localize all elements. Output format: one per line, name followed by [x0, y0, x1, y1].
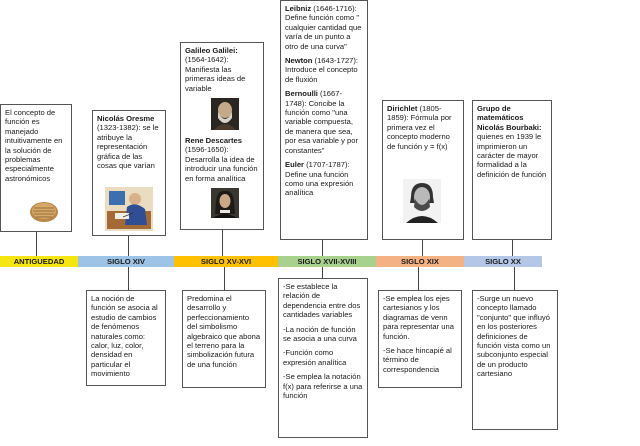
- period-siglo-xvii-xviii: SIGLO XVII-XVIII: [278, 256, 376, 267]
- euler-text: (1707-1787): Define una función como una expresión analítica: [285, 160, 354, 198]
- connector-line: [36, 232, 37, 256]
- bernoulli-text: (1667-1748): Concibe la función como "una variable compuesta, de manera que sea, por esa variable y por constantes": [285, 89, 359, 155]
- descartes-portrait-image: [211, 188, 239, 218]
- clay-tablet-image: [29, 201, 59, 223]
- newton-text: (1643-1727): Introduce el concepto de fluxión: [285, 56, 359, 84]
- connector-line: [128, 267, 129, 290]
- connector-line: [514, 267, 515, 290]
- galileo-name: Galileo Galilei:: [185, 46, 238, 55]
- bourbaki-name: Grupo de matemáticos Nicolás Bourbaki:: [477, 104, 542, 132]
- connector-line: [322, 240, 323, 256]
- oresme-illustration-image: [105, 187, 153, 231]
- note-item: -Se hace hincapié al término de correspondencia: [383, 346, 452, 374]
- period-siglo-xix: SIGLO XIX: [376, 256, 464, 267]
- leibniz-name: Leibniz: [285, 4, 312, 13]
- leibniz-text: (1646-1716): Define función como " cualquier cantidad que varía de un punto a otro de una curva": [285, 4, 362, 51]
- dirichlet-portrait-image: [403, 179, 441, 223]
- note-item: -Se establece la relación de dependencia entre dos cantidades variables: [283, 282, 361, 320]
- oresme-name: Nicolás Oresme: [97, 114, 155, 123]
- dirichlet-name: Dirichlet: [387, 104, 418, 113]
- connector-line: [322, 267, 323, 278]
- siglo-xix-card: [382, 100, 464, 240]
- siglo-xv-xvi-notes: [182, 290, 266, 388]
- siglo-xiv-notes-text: La noción de función se asocia al estudio de cambios de fenómenos naturales como: calor, luz, color, densidad en particular el movimiento: [91, 294, 158, 379]
- period-siglo-xx: SIGLO XX: [464, 256, 542, 267]
- siglo-xx-card: [472, 100, 552, 240]
- note-item: -La noción de función se asocia a una curva: [283, 324, 357, 344]
- antiguedad-card: [0, 104, 72, 232]
- bourbaki-text: quienes en 1939 le imprimieron un carácter de mayor formalidad a la definición de función: [477, 132, 547, 179]
- period-antiguedad: ANTIGUEDAD: [0, 256, 78, 267]
- siglo-xvii-xviii-notes: [278, 278, 368, 438]
- connector-line: [512, 240, 513, 256]
- connector-line: [222, 230, 223, 256]
- dirichlet-text: (1805-1859): Fórmula por primera vez el concepto moderno de función y = f(x): [387, 104, 452, 151]
- siglo-xx-notes: [472, 290, 558, 430]
- descartes-name: Rene Descartes: [185, 136, 242, 146]
- descartes-text: (1596-1650): Desarrolla la idea de introducir una función en forma analítica: [185, 145, 258, 183]
- siglo-xx-notes-text: -Surge un nuevo concepto llamado "conjunto" que influyó en los posteriores definiciones de función vista como un subconjunto especial de un producto cartesiano: [477, 294, 551, 379]
- connector-line: [128, 236, 129, 256]
- siglo-xiv-card: [92, 110, 166, 236]
- period-siglo-xiv: SIGLO XIV: [78, 256, 174, 267]
- galileo-text: (1564-1642): Manifiesta las primeras ideas de variable: [185, 55, 246, 93]
- note-item: -Se emplea la notación f(x) para referirse a una función: [283, 372, 363, 401]
- bernoulli-name: Bernoulli: [285, 89, 318, 99]
- galileo-portrait-image: [211, 98, 239, 130]
- connector-line: [418, 267, 419, 290]
- siglo-xv-xvi-card: [180, 42, 264, 230]
- siglo-xvii-xviii-card: [280, 0, 368, 240]
- connector-line: [422, 240, 423, 256]
- note-item: -Se emplea los ejes cartesianos y los diagramas de venn para representar una función.: [383, 294, 454, 341]
- antiguedad-text: El concepto de función es manejado intuitivamente en la solución de problemas especialmente astronómicos: [5, 108, 63, 183]
- period-siglo-xv-xvi: SIGLO XV-XVI: [174, 256, 278, 267]
- newton-name: Newton: [285, 56, 313, 66]
- siglo-xiv-notes: [86, 290, 166, 386]
- oresme-text: (1323-1382): se le atribuye la representación gráfica de las cosas que varían: [97, 123, 159, 171]
- connector-line: [224, 267, 225, 290]
- note-item: -Función como expresión analítica: [283, 348, 347, 367]
- euler-name: Euler: [285, 160, 304, 170]
- siglo-xix-notes: [378, 290, 462, 388]
- siglo-xv-xvi-notes-text: Predomina el desarrollo y perfeccionamiento del simbolismo algebraico que abona el terreno para la simbolización futura de una función: [187, 294, 261, 369]
